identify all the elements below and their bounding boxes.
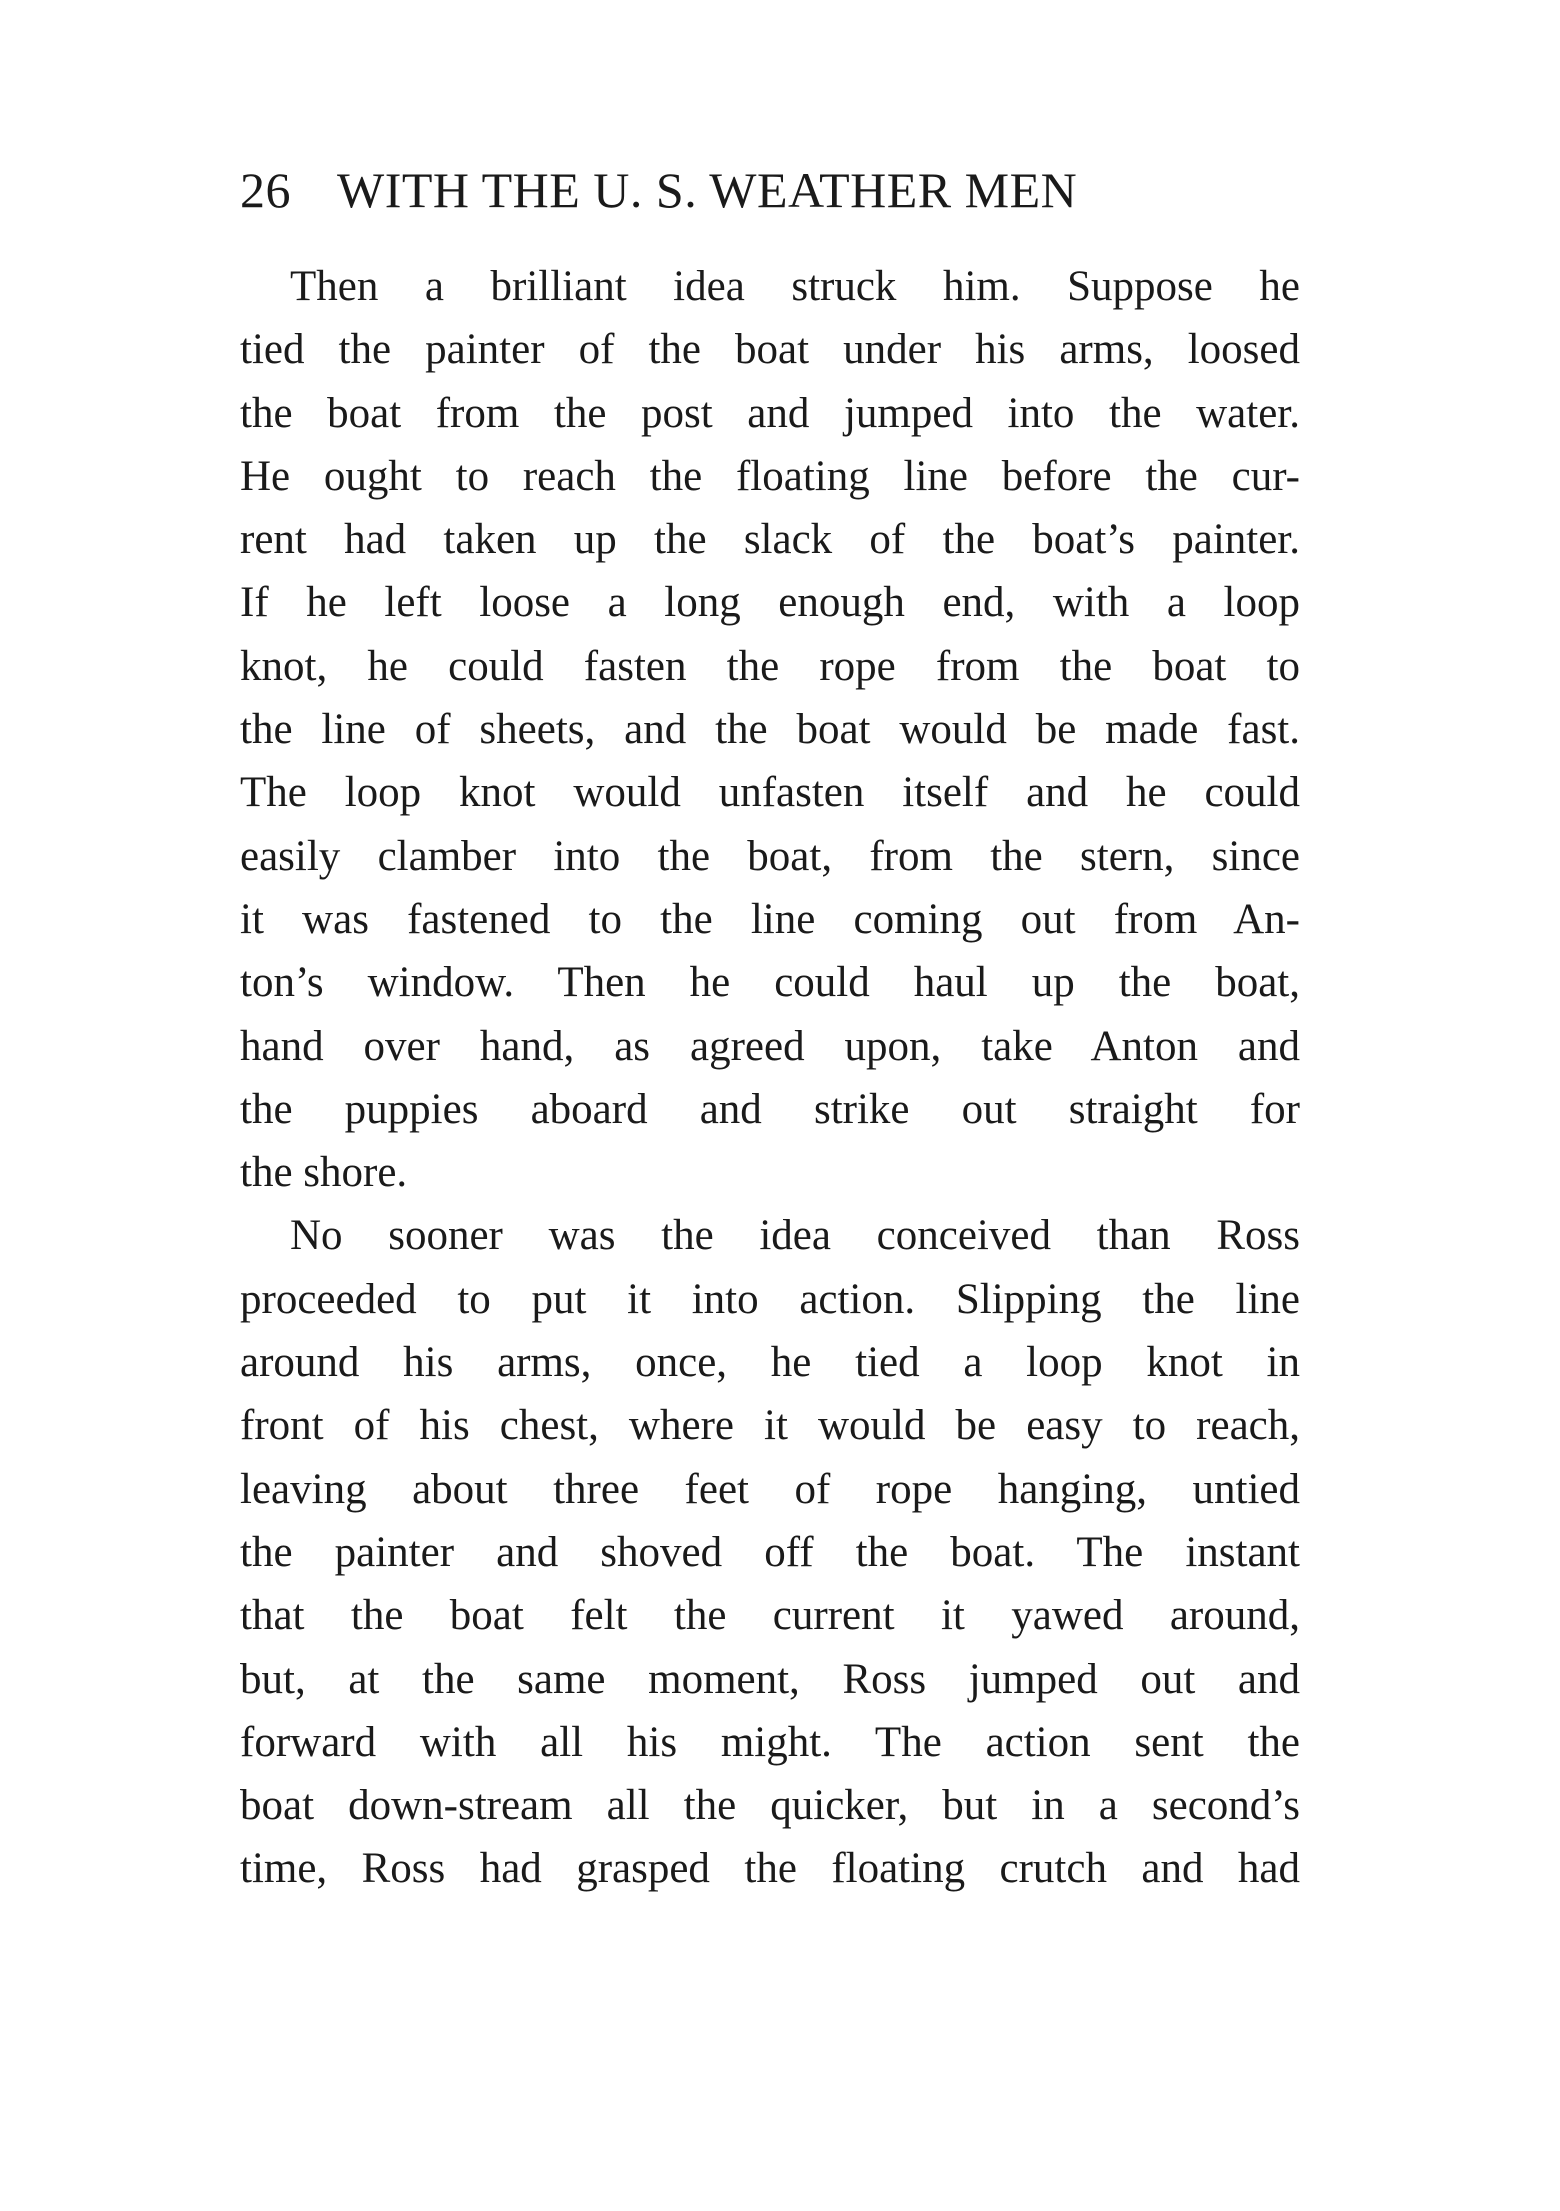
- text-line: the line of sheets, and the boat would be made fast.: [240, 706, 1300, 754]
- text-line: leaving about three feet of rope hanging, untied: [240, 1465, 1300, 1513]
- text-line: No sooner was the idea conceived than Ross: [290, 1212, 1300, 1260]
- text-line: boat down-stream all the quicker, but in a second’s: [240, 1782, 1300, 1830]
- text-line: knot, he could fasten the rope from the boat to: [240, 642, 1300, 690]
- running-title: WITH THE U. S. WEATHER MEN: [337, 162, 1078, 218]
- text-line: the boat from the post and jumped into the water.: [240, 389, 1300, 437]
- paragraph-1: [240, 255, 1300, 1204]
- running-head: [240, 160, 1300, 220]
- text-line: Then a brilliant idea struck him. Suppose he: [290, 263, 1300, 310]
- text-line: hand over hand, as agreed upon, take Anton and: [240, 1022, 1300, 1070]
- page-number: 26: [240, 162, 291, 218]
- text-line: The loop knot would unfasten itself and he could: [240, 769, 1300, 817]
- text-line: rent had taken up the slack of the boat’s painter.: [240, 516, 1300, 564]
- paragraph-2: [240, 1204, 1300, 1900]
- text-line: around his arms, once, he tied a loop knot in: [240, 1339, 1300, 1387]
- text-line: it was fastened to the line coming out from An-: [240, 895, 1300, 943]
- text-line: the painter and shoved off the boat. The instant: [240, 1528, 1300, 1576]
- text-line: ton’s window. Then he could haul up the boat,: [240, 959, 1300, 1007]
- text-line: time, Ross had grasped the floating crutch and had: [240, 1845, 1300, 1893]
- text-line: the shore.: [240, 1149, 408, 1197]
- text-line: easily clamber into the boat, from the stern, since: [240, 832, 1300, 880]
- text-line: front of his chest, where it would be easy to reach,: [240, 1402, 1300, 1450]
- text-line: proceeded to put it into action. Slipping the line: [240, 1275, 1300, 1323]
- text-line: the puppies aboard and strike out straight for: [240, 1085, 1300, 1133]
- text-line: If he left loose a long enough end, with a loop: [240, 579, 1300, 627]
- text-line: that the boat felt the current it yawed around,: [240, 1592, 1300, 1640]
- text-line: but, at the same moment, Ross jumped out and: [240, 1655, 1300, 1703]
- text-line: tied the painter of the boat under his arms, loosed: [240, 326, 1300, 374]
- text-line: forward with all his might. The action sent the: [240, 1718, 1300, 1766]
- body-text: [240, 255, 1300, 1901]
- text-line: He ought to reach the floating line before the cur-: [240, 452, 1300, 500]
